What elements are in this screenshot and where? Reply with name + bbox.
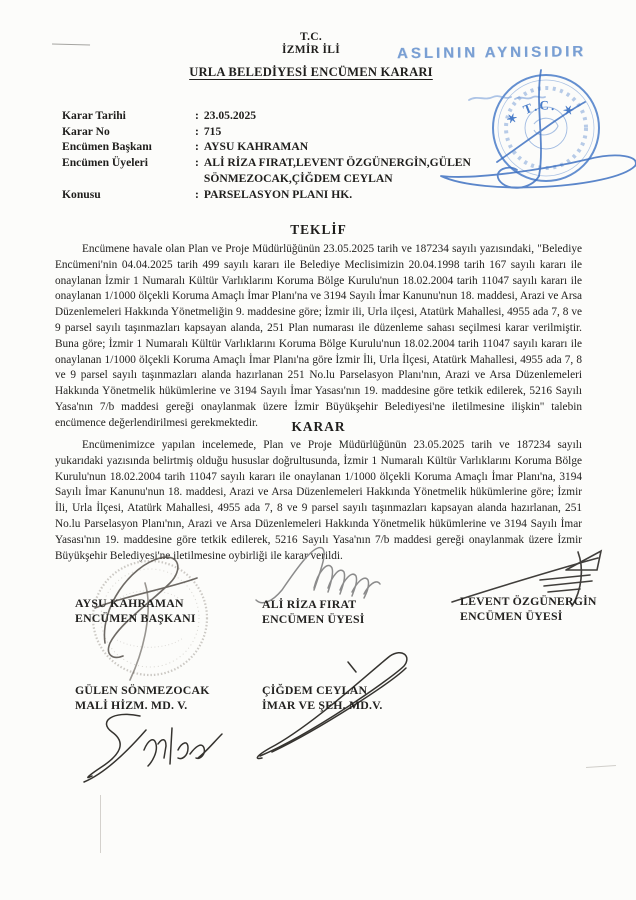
meta-row-encumen-baskani xyxy=(62,139,602,155)
meta-label: Karar No xyxy=(62,124,110,138)
signatory-title: İMAR VE ŞEH. MD.V. xyxy=(262,698,383,713)
signatory-title: ENCÜMEN BAŞKANI xyxy=(75,611,196,626)
seal-tc-text: ✶ T.C. ✶ xyxy=(502,97,579,128)
signatory-name: GÜLEN SÖNMEZOCAK xyxy=(75,683,210,697)
karar-heading: KARAR xyxy=(291,419,346,434)
signatory-ali-riza-firat xyxy=(262,597,365,628)
signatory-title: ENCÜMEN ÜYESİ xyxy=(460,609,563,624)
meta-separator: : xyxy=(195,109,199,122)
meta-row-konusu xyxy=(62,187,602,203)
signatory-name: LEVENT ÖZGÜNERGİN xyxy=(460,594,597,608)
signature-gulen-sonmezocak xyxy=(78,710,258,798)
signatory-aysu-kahraman xyxy=(75,596,196,627)
meta-separator: : xyxy=(195,140,199,154)
meta-value: ALİ RİZA FIRAT,LEVENT ÖZGÜNERGİN,GÜLEN SÖNMEZOCAK,ÇİĞDEM CEYLAN xyxy=(203,156,471,185)
header-province: İZMİR İLİ xyxy=(282,44,340,56)
signatory-levent-ozgunergin xyxy=(460,594,597,625)
signatory-name: ALİ RİZA FIRAT xyxy=(262,597,357,611)
meta-value: 715 xyxy=(203,124,222,138)
signatory-title: MALİ HİZM. MD. V. xyxy=(75,698,188,713)
certified-copy-stamp-text: ASLININ AYNISIDIR xyxy=(396,43,587,63)
meta-separator: : xyxy=(195,156,199,170)
meta-label: Karar Tarihi xyxy=(62,109,126,122)
meta-label: Konusu xyxy=(62,187,101,201)
teklif-heading: TEKLİF xyxy=(290,222,347,237)
karar-paragraph: Encümenimizce yapılan incelemede, Plan ve Proje Müdürlüğünün 23.05.2025 tarih ve 187234 sayılı yukarıdaki yazısında belirtmiş olduğu hususlar doğrultusunda, İzmir 1 Numaralı Kültür Varlıklarını Koruma Bölge Kurulu'nun 18.02.2004 tarih 11047 sayılı kararı ile onaylanan 1/1000 ölçekli Koruma Amaçlı İmar Planı'na, 3194 Sayılı İmar Kanunu'nun 18. maddesi, Arazi ve Arsa Düzenlemeleri Hakkında Yönetmelik hükümlerine göre; İzmir İli, Urla İlçesi, Atatürk Mahallesi, 4955 ada 7, 8 ve 9 parsel sayılı taşınmazları kapsayan alanda hazırlanan, 251 No.lu Parselasyon Planı'nın, Arazi ve Arsa Düzenlemeleri Hakkında Yönetmelik hükümlerine ve 3194 Sayılı İmar Yasası'nın 19. maddesine göre tetkik edilerek, 5216 Sayılı Yasa'nın 7/b maddesi gereği onaylanmak üzere İzmir Büyükşehir Belediyesi'ne iletilmesine oybirliği ile karar verildi. xyxy=(55,439,582,562)
scan-artifact-line xyxy=(100,795,101,853)
signatory-name: AYSU KAHRAMAN xyxy=(75,596,184,610)
decision-meta xyxy=(62,108,602,202)
meta-label: Encümen Başkanı xyxy=(62,140,152,154)
signatory-title: ENCÜMEN ÜYESİ xyxy=(262,612,365,627)
meta-separator: : xyxy=(195,187,199,201)
meta-separator: : xyxy=(195,124,199,138)
scan-artifact-pen-mark xyxy=(586,765,616,769)
teklif-paragraph: Encümene havale olan Plan ve Proje Müdürlüğünün 23.05.2025 tarih ve 187234 sayılı yazısındaki, "Belediye Encümeni'nin 04.04.2025 tarih 499 sayılı kararı ile Belediye Meclisimizin 20.04.1998 tarih 167 sayılı kararı ile onaylanan İzmir 1 Numaralı Kültür Varlıklarını Koruma Bölge Kurulu'nun 18.02.2004 tarih 11047 sayılı kararı ile onaylanan 1/1000 ölçekli Koruma Amaçlı İmar Planı'na ve 3194 Sayılı İmar Kanunu'nun 18. maddesi, Arazi ve Arsa Düzenlemeleri Hakkında Yönetmeliğin 9. maddesine göre; İzmir ili, Urla ilçesi, Atatürk Mahallesi, 4955 ada 7, 8 ve 9 parsel sayılı taşınmazları kapsayan alanda, 251 Plan numarası ile düzenleme sahası seçilmesi karar verilmiştir. Buna göre; İzmir 1 Numaralı Kültür Varlıklarını Koruma Bölge Kurulu'nun 18.02.2004 tarih 11047 sayılı kararı ile onaylanan 1/1000 ölçekli Koruma Amaçlı İmar Planı'na göre İzmir İli, Urla İlçesi, Atatürk Mahallesi, 4955 ada 7, 8 ve 9 parsel sayılı taşınmazları alanda hazırlanan 251 No.lu Parselasyon Planı'nın, Arazi ve Arsa Düzenlemeleri Hakkında Yönetmelik hükümlerine ve 3194 Sayılı İmar Yasası'nın 19. maddesine göre tetkik edilerek, 5216 Sayılı Yasa'nın 7/b maddesi gereği onaylanmak üzere İzmir Büyükşehir Belediyesi'ne iletilmesine ilişkin" talebin encümence değerlendirilmesi gerekmektedir. xyxy=(55,243,582,429)
signatory-cigdem-ceylan xyxy=(262,683,383,714)
meta-label: Encümen Üyeleri xyxy=(62,156,148,170)
meta-value: 23.05.2025 xyxy=(203,109,257,122)
meta-value: AYSU KAHRAMAN xyxy=(203,140,309,154)
meta-row-karar-tarihi xyxy=(62,108,602,124)
page-title: URLA BELEDİYESİ ENCÜMEN KARARI xyxy=(189,65,433,79)
header-country: T.C. xyxy=(299,31,323,43)
meta-row-encumen-uyeleri xyxy=(62,155,602,186)
meta-row-karar-no xyxy=(62,124,602,140)
signatory-gulen-sonmezocak xyxy=(75,683,210,714)
signatory-name: ÇİĞDEM CEYLAN xyxy=(262,683,368,697)
meta-value: PARSELASYON PLANI HK. xyxy=(203,187,353,201)
